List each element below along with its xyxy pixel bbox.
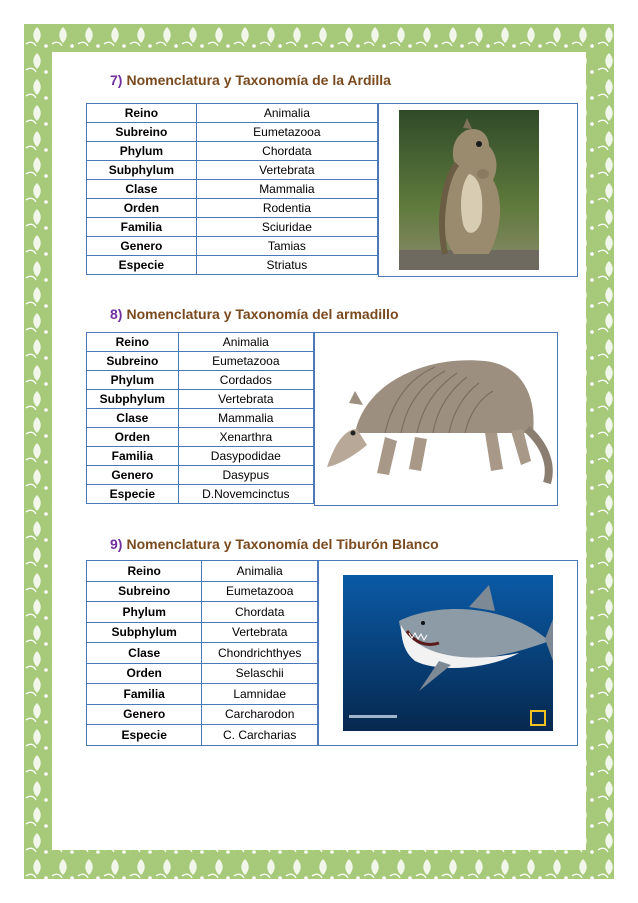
taxon-value: Chordata [196, 142, 377, 161]
table-row [87, 371, 314, 390]
table-row [87, 684, 318, 705]
section-title-shark [110, 536, 439, 552]
taxon-rank: Orden [87, 199, 197, 218]
section-number: 7) [110, 72, 123, 88]
section-number: 8) [110, 306, 123, 322]
taxonomy-table-shark [86, 560, 318, 746]
squirrel-photo-frame [378, 103, 578, 277]
taxon-value: Vertebrata [196, 161, 377, 180]
taxon-value: Carcharodon [202, 704, 318, 725]
taxon-rank: Phylum [87, 142, 197, 161]
section-title-text: Nomenclatura y Taxonomía de la Ardilla [126, 72, 391, 88]
taxon-value: C. Carcharias [202, 725, 318, 746]
table-row [87, 142, 378, 161]
taxon-rank: Phylum [87, 602, 202, 623]
taxon-rank: Orden [87, 428, 179, 447]
taxon-value: Rodentia [196, 199, 377, 218]
taxon-value: Chordata [202, 602, 318, 623]
table-row [87, 622, 318, 643]
table-row [87, 237, 378, 256]
table-row [87, 581, 318, 602]
table-row [87, 199, 378, 218]
table-row [87, 485, 314, 504]
table-row [87, 561, 318, 582]
taxon-rank: Subreino [87, 352, 179, 371]
taxon-value: Vertebrata [202, 622, 318, 643]
section-number: 9) [110, 536, 123, 552]
shark-photo-frame [318, 560, 578, 746]
armadillo-photo-frame [314, 332, 558, 506]
taxon-value: Lamnidae [202, 684, 318, 705]
taxon-value: Cordados [178, 371, 313, 390]
taxon-rank: Orden [87, 663, 202, 684]
taxon-value: Eumetazooa [196, 123, 377, 142]
taxon-value: Dasypus [178, 466, 313, 485]
taxon-value: Chondrichthyes [202, 643, 318, 664]
taxon-value: Eumetazooa [178, 352, 313, 371]
armadillo-photo-icon [315, 333, 557, 505]
taxon-value: Xenarthra [178, 428, 313, 447]
table-row [87, 256, 378, 275]
taxon-rank: Subreino [87, 581, 202, 602]
table-row [87, 466, 314, 485]
taxonomy-table-squirrel [86, 103, 378, 275]
squirrel-photo-icon [379, 104, 577, 276]
table-row [87, 218, 378, 237]
shark-photo-icon [319, 561, 577, 745]
taxon-rank: Familia [87, 447, 179, 466]
taxon-value: D.Novemcinctus [178, 485, 313, 504]
taxon-rank: Familia [87, 218, 197, 237]
taxonomy-table-armadillo [86, 332, 314, 504]
taxon-rank: Clase [87, 180, 197, 199]
taxon-rank: Subphylum [87, 161, 197, 180]
table-row [87, 390, 314, 409]
taxon-rank: Clase [87, 643, 202, 664]
taxon-rank: Subreino [87, 123, 197, 142]
taxon-value: Vertebrata [178, 390, 313, 409]
table-row [87, 704, 318, 725]
section-title-text: Nomenclatura y Taxonomía del Tiburón Blanco [126, 536, 439, 552]
table-row [87, 663, 318, 684]
taxon-value: Sciuridae [196, 218, 377, 237]
taxon-rank: Genero [87, 704, 202, 725]
taxon-rank: Phylum [87, 371, 179, 390]
taxon-value: Animalia [178, 333, 313, 352]
taxon-rank: Familia [87, 684, 202, 705]
taxon-rank: Reino [87, 333, 179, 352]
table-row [87, 123, 378, 142]
taxon-value: Animalia [202, 561, 318, 582]
taxon-rank: Subphylum [87, 390, 179, 409]
table-row [87, 602, 318, 623]
table-row [87, 643, 318, 664]
taxon-value: Tamias [196, 237, 377, 256]
table-row [87, 333, 314, 352]
table-row [87, 180, 378, 199]
taxon-value: Dasypodidae [178, 447, 313, 466]
taxon-rank: Genero [87, 237, 197, 256]
taxon-rank: Clase [87, 409, 179, 428]
taxon-rank: Especie [87, 485, 179, 504]
taxon-rank: Especie [87, 256, 197, 275]
table-row [87, 352, 314, 371]
table-row [87, 161, 378, 180]
section-title-armadillo [110, 306, 399, 322]
table-row [87, 725, 318, 746]
taxon-rank: Subphylum [87, 622, 202, 643]
section-title-text: Nomenclatura y Taxonomía del armadillo [126, 306, 399, 322]
taxon-rank: Reino [87, 104, 197, 123]
taxon-rank: Reino [87, 561, 202, 582]
taxon-value: Animalia [196, 104, 377, 123]
table-row [87, 104, 378, 123]
section-title-squirrel [110, 72, 391, 88]
table-row [87, 409, 314, 428]
taxon-value: Eumetazooa [202, 581, 318, 602]
taxon-value: Mammalia [196, 180, 377, 199]
table-row [87, 428, 314, 447]
taxon-value: Mammalia [178, 409, 313, 428]
table-row [87, 447, 314, 466]
taxon-value: Selaschii [202, 663, 318, 684]
taxon-rank: Genero [87, 466, 179, 485]
taxon-value: Striatus [196, 256, 377, 275]
taxon-rank: Especie [87, 725, 202, 746]
